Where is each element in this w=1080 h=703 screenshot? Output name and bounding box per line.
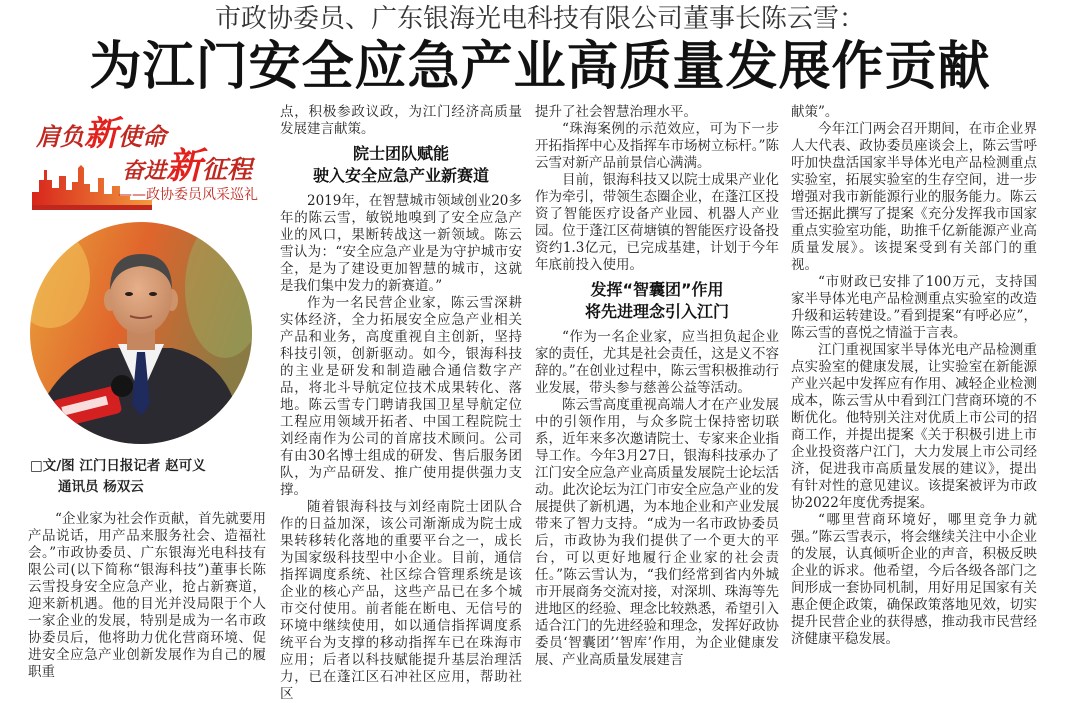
section-heading-line: 发挥“智囊团”作用 bbox=[590, 280, 724, 299]
article-column-3 bbox=[535, 104, 779, 668]
article-subtitle: 市政协委员、广东银海光电科技有限公司董事长陈云雪： bbox=[214, 4, 865, 34]
byline bbox=[30, 456, 266, 498]
article-paragraph: 点，积极参政议政，为江门经济高质量发展建言献策。 bbox=[280, 104, 522, 137]
article-paragraph: “哪里营商环境好，哪里竞争力就强。”陈云雪表示，将会继续关注中小企业的发展，认真倾听企业的声音，积极反映企业的诉求。他希望，今后各级各部门之间形成一套协同机制，用好用足国家有关惠企便企政策，确保政策落地见效，切实提升民营企业的获得感，推动我市民营经济健康平稳发展。 bbox=[791, 512, 1037, 647]
banner-text: 征程 bbox=[202, 155, 253, 184]
section-heading bbox=[280, 143, 522, 187]
skyline-base bbox=[32, 205, 152, 210]
section-heading bbox=[535, 279, 779, 323]
article-paragraph: “企业家为社会作贡献，首先就要用产品说话，用产品来服务社会、造福社会。”市政协委员、广东银海光电科技有限公司(以下简称“银海科技”)董事长陈云雪投身安全应急产业，抢占新赛道，迎来新机遇。他的目光并没局限于个人一家企业的发展，特别是成为一名市政协委员后，他将助力优化营商环境、促进安全应急产业创新发展作为自己的履职重 bbox=[28, 511, 266, 680]
article-paragraph: “珠海案例的示范效应，可为下一步开拓指挥中心及指挥车市场树立标杆。”陈云雪对新产品前景信心满满。 bbox=[535, 121, 779, 171]
banner-text: 使命 bbox=[118, 122, 166, 151]
article-column-2 bbox=[280, 104, 522, 702]
article-paragraph: “作为一名企业家，应当担负起企业家的责任，尤其是社会责任，这是义不容辞的。”在创业过程中，陈云雪积极推动行业发展，带头参与慈善公益等活动。 bbox=[535, 329, 779, 396]
article-paragraph: “市财政已安排了100万元，支持国家半导体光电产品检测重点实验室的改造升级和运转建设。”看到提案“有呼必应”，陈云雪的喜悦之情溢于言表。 bbox=[791, 274, 1037, 341]
banner-highlight: 新 bbox=[84, 114, 118, 154]
banner-highlight: 新 bbox=[166, 145, 203, 187]
banner-text: 肩负 bbox=[36, 122, 84, 151]
section-heading-line: 将先进理念引入江门 bbox=[584, 302, 729, 321]
article-paragraph: 目前，银海科技又以院士成果产业化作为牵引，带领生态圈企业，在蓬江区投资了智能医疗设备产业园、机器人产业园。位于蓬江区荷塘镇的智能医疗设备投资约1.3亿元，已完成基建，计划于今年年底前投入使用。 bbox=[535, 172, 779, 273]
background-blur bbox=[10, 228, 90, 328]
banner-tagline: ——政协委员风采巡礼 bbox=[118, 187, 258, 203]
article-paragraph: 提升了社会智慧治理水平。 bbox=[535, 104, 697, 120]
article-title: 为江门安全应急产业高质量发展作贡献 bbox=[89, 37, 991, 97]
eye bbox=[125, 292, 133, 296]
article-paragraph: 陈云雪高度重视高端人才在产业发展中的引领作用，与众多院士保持密切联系，近年来多次邀请院士、专家来企业指导工作。今年3月27日，银海科技承办了江门安全应急产业高质量发展院士论坛活动。此次论坛为江门市安全应急产业的发展提供了新机遇，为本地企业和产业发展带来了智力支持。“成为一名市政协委员后，市政协为我们提供了一个更大的平台，可以更好地履行企业家的社会责任。”陈云雪认为，“我们经常到省内外城市开展商务交流对接，对深圳、珠海等先进地区的经验、理念比较熟悉，希望引入适合江门的先进经验和理念，发挥好政协委员‘智囊团’‘智库’作用，为企业健康发展、产业高质量发展建言 bbox=[535, 397, 779, 668]
byline-reporter: □文/图 江门日报记者 赵可义 bbox=[30, 458, 206, 474]
byline-correspondent: 通讯员 杨双云 bbox=[58, 479, 144, 495]
article-paragraph: 2019年，在智慧城市领域创业20多年的陈云雪，敏锐地嗅到了安全应急产业的风口，果断转战这一新领域。陈云雪认为：“安全应急产业是为守护城市安全，是为了建设更加智慧的城市，这就是我们集中发力的新赛道。” bbox=[280, 193, 522, 294]
article-paragraph: 今年江门两会召开期间，在市企业界人大代表、政协委员座谈会上，陈云雪呼吁加快盘活国家半导体光电产品检测重点实验室，拓展实验室的生存空间，进一步增强对我市新能源行业的服务能力。陈云雪还据此撰写了提案《充分发挥我市国家重点实验室功能，助推千亿新能源产业高质量发展》。该提案受到有关部门的重视。 bbox=[791, 121, 1037, 273]
article-paragraph: 作为一名民营企业家，陈云雪深耕实体经济，全力拓展安全应急产业相关产品和业务，高度重视自主创新，坚持科技引领，创新驱动。如今，银海科技的主业是研发和制造融合通信数字产品，将北斗导航定位技术成果转化、落地。陈云雪专门聘请我国卫星导航定位工程应用领域开拓者、中国工程院院士刘经南作为公司的首席技术顾问。公司有由30名博士组成的研发、售后服务团队，为产品研发、推广使用提供强力支撑。 bbox=[280, 295, 522, 498]
article-column-4 bbox=[791, 104, 1037, 665]
eye bbox=[149, 292, 157, 296]
portrait-photo bbox=[30, 218, 252, 448]
banner-text: 奋进 bbox=[122, 158, 167, 184]
section-heading-line: 驶入安全应急产业新赛道 bbox=[312, 166, 489, 185]
series-banner bbox=[28, 104, 266, 214]
article-paragraph: 江门重视国家半导体光电产品检测重点实验室的健康发展，让实验室在新能源产业兴起中发挥应有作用、减轻企业检测成本，陈云雪从中看到江门营商环境的不断优化。他特别关注对优质上市公司的招商工作，并提出提案《关于积极引进上市企业投资落户江门，大力发展上市公司经济，促进我市高质量发展的建议》，提出有针对性的意见建议。该提案被评为市政协2022年度优秀提案。 bbox=[791, 342, 1037, 511]
background-blur bbox=[185, 218, 265, 358]
article-paragraph: 献策”。 bbox=[791, 104, 839, 120]
section-heading-line: 院士团队赋能 bbox=[352, 144, 449, 163]
article-column-1 bbox=[28, 511, 266, 680]
article-paragraph: 随着银海科技与刘经南院士团队合作的日益加深，该公司渐渐成为院士成果转移转化落地的重要平台之一，成长为国家级科技型中小企业。目前，通信指挥调度系统、社区综合管理系统是该企业的核心产品，这些产品已在多个城市交付使用。前者能在断电、无信号的环境中继续使用，如以通信指挥调度系统平台为支撑的移动指挥车已在珠海市应用；后者以科技赋能提升基层治理活力，已在蓬江区石冲社区应用，帮助社区 bbox=[280, 499, 522, 702]
